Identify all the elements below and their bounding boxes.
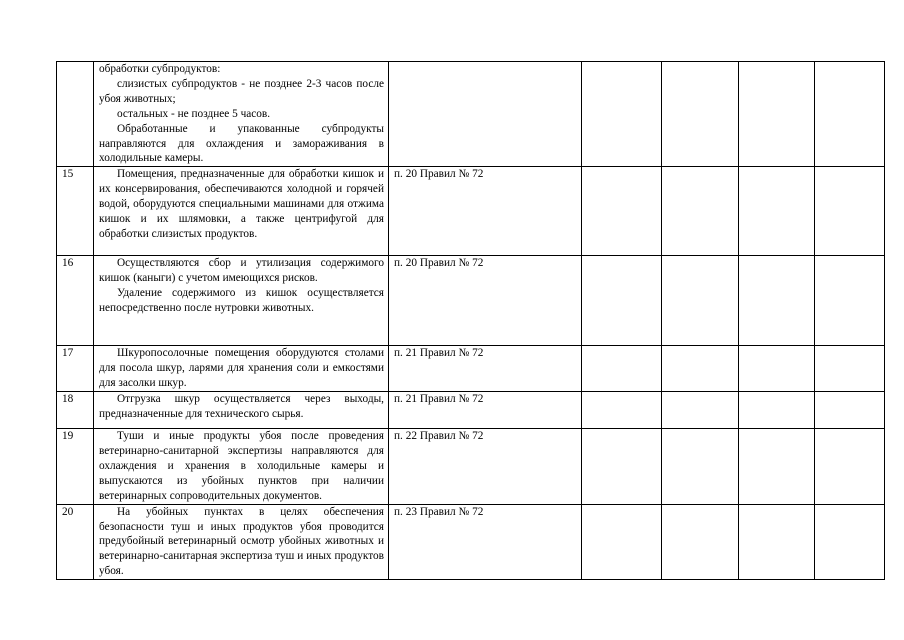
answer-no-cell[interactable] [662, 429, 739, 505]
legal-reference: п. 22 Правил № 72 [389, 429, 582, 505]
requirement-paragraph: обработки субпродуктов: [99, 63, 221, 75]
remarks-cell[interactable] [815, 392, 885, 429]
requirement-text [94, 392, 389, 429]
requirement-paragraph: слизистых субпродуктов - не позднее 2-3 часов после убоя животных; [99, 77, 384, 105]
answer-yes-cell[interactable] [582, 429, 662, 505]
requirement-paragraph: Отгрузка шкур осуществляется через выходы, предназначенные для технического сырья. [99, 393, 384, 420]
answer-na-cell[interactable] [739, 346, 815, 392]
requirement-text [94, 429, 389, 505]
requirement-text [94, 167, 389, 256]
answer-na-cell[interactable] [739, 62, 815, 167]
answer-na-cell[interactable] [739, 256, 815, 346]
remarks-cell[interactable] [815, 167, 885, 256]
answer-yes-cell[interactable] [582, 256, 662, 346]
table-row [57, 392, 885, 429]
requirement-paragraph: остальных - не позднее 5 часов. [117, 107, 271, 120]
answer-na-cell[interactable] [739, 504, 815, 580]
legal-reference: п. 21 Правил № 72 [389, 346, 582, 392]
remarks-cell[interactable] [815, 62, 885, 167]
requirement-paragraph: Туши и иные продукты убоя после проведения ветеринарно-санитарной экспертизы направляются для охлаждения и хранения в холодильные камеры и выпускаются из убойных пунктов при наличии ветеринарных сопроводительных документов. [99, 430, 384, 502]
answer-na-cell[interactable] [739, 429, 815, 505]
legal-reference: п. 20 Правил № 72 [389, 167, 582, 256]
answer-no-cell[interactable] [662, 346, 739, 392]
requirement-text [94, 256, 389, 346]
checklist-table [56, 61, 885, 580]
answer-na-cell[interactable] [739, 167, 815, 256]
table-row [57, 429, 885, 505]
requirement-paragraph: На убойных пунктах в целях обеспечения безопасности туш и иных продуктов убоя проводится предубойный ветеринарный осмотр убойных животных и ветеринарно-санитарная экспертиза туш и иных продуктов убоя. [99, 505, 384, 578]
legal-reference [389, 62, 582, 167]
remarks-cell[interactable] [815, 504, 885, 580]
table-row [57, 62, 885, 167]
row-number: 19 [57, 429, 94, 505]
row-number: 18 [57, 392, 94, 429]
legal-reference: п. 20 Правил № 72 [389, 256, 582, 346]
requirement-paragraph: Помещения, предназначенные для обработки кишок и их консервирования, обеспечиваются холодной и горячей водой, оборудуются специальными машинами для отжима кишок и их шлямовки, а также центрифугой для обработки слизистых продуктов. [99, 168, 384, 240]
remarks-cell[interactable] [815, 256, 885, 346]
requirement-paragraph: Удаление содержимого из кишок осуществляется непосредственно после нутровки животных. [99, 287, 384, 315]
table-row [57, 346, 885, 392]
answer-yes-cell[interactable] [582, 167, 662, 256]
requirement-paragraph: Обработанные и упакованные субпродукты направляются для охлаждения и замораживания в холодильные камеры. [99, 122, 384, 165]
row-number: 15 [57, 167, 94, 256]
answer-no-cell[interactable] [662, 256, 739, 346]
row-number: 16 [57, 256, 94, 346]
answer-na-cell[interactable] [739, 392, 815, 429]
answer-yes-cell[interactable] [582, 504, 662, 580]
remarks-cell[interactable] [815, 429, 885, 505]
answer-yes-cell[interactable] [582, 392, 662, 429]
legal-reference: п. 23 Правил № 72 [389, 504, 582, 580]
row-number: 17 [57, 346, 94, 392]
requirement-text [94, 62, 389, 167]
remarks-cell[interactable] [815, 346, 885, 392]
requirement-text [94, 346, 389, 392]
requirement-paragraph: Осуществляются сбор и утилизация содержимого кишок (каныги) с учетом имеющихся рисков. [99, 257, 384, 285]
requirement-paragraph: Шкуропосолочные помещения оборудуются столами для посола шкур, ларями для хранения соли и емкостями для засолки шкур. [99, 347, 384, 390]
answer-no-cell[interactable] [662, 392, 739, 429]
answer-yes-cell[interactable] [582, 346, 662, 392]
row-number: 20 [57, 504, 94, 580]
answer-no-cell[interactable] [662, 167, 739, 256]
table-row [57, 167, 885, 256]
answer-yes-cell[interactable] [582, 62, 662, 167]
row-number [57, 62, 94, 167]
table-row [57, 256, 885, 346]
answer-no-cell[interactable] [662, 504, 739, 580]
answer-no-cell[interactable] [662, 62, 739, 167]
requirement-text [94, 504, 389, 580]
table-row [57, 504, 885, 580]
legal-reference: п. 21 Правил № 72 [389, 392, 582, 429]
